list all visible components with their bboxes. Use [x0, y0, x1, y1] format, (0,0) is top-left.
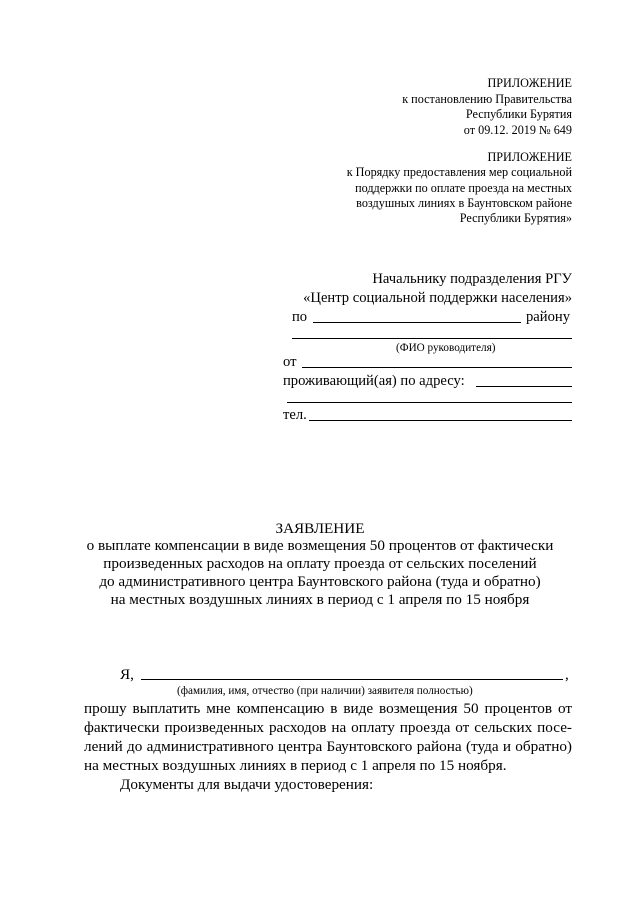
body-line-2: фактически произведенных расходов на оплату проезда от сельских посе- — [84, 719, 572, 736]
body-line-4: на местных воздушных линиях в период с 1 апреля по 15 ноября. — [84, 757, 507, 774]
comma: , — [565, 666, 569, 683]
appendix-2-line-2: поддержки по оплате проезда на местных — [355, 181, 572, 195]
head-name-caption: (ФИО руководителя) — [396, 342, 496, 354]
tel-label: тел. — [283, 407, 307, 423]
statement-subtitle-1: о выплате компенсации в виде возмещения 50 процентов от фактически — [86, 537, 554, 554]
appendix-1-line-1: к постановлению Правительства — [402, 92, 572, 106]
appendix-2-line-3: воздушных линиях в Баунтовском районе — [356, 196, 572, 210]
body-line-3: лений до административного центра Баунтовского района (туда и обратно) — [84, 738, 572, 755]
appendix-1-line-2: Республики Бурятия — [465, 107, 572, 121]
po-label: по — [292, 309, 308, 325]
address-label: проживающий(ая) по адресу: — [283, 373, 465, 389]
addressee-line-2: «Центр социальной поддержки населения» — [303, 290, 572, 306]
district-field[interactable] — [313, 322, 521, 323]
appendix-1-line-3: от 09.12. 2019 № 649 — [463, 123, 572, 137]
applicant-name-field[interactable] — [141, 679, 563, 680]
appendix-1-title: ПРИЛОЖЕНИЕ — [487, 76, 572, 90]
address-field-2[interactable] — [287, 402, 572, 403]
appendix-2-title: ПРИЛОЖЕНИЕ — [487, 150, 572, 164]
ot-label: от — [283, 354, 297, 370]
phone-field[interactable] — [309, 420, 572, 421]
body-line-1: прошу выплатить мне компенсацию в виде возмещения 50 процентов от — [84, 700, 572, 717]
addressee-line-1: Начальнику подразделения РГУ — [372, 271, 572, 287]
applicant-name-caption: (фамилия, имя, отчество (при наличии) заявителя полностью) — [177, 685, 473, 697]
statement-title: ЗАЯВЛЕНИЕ — [275, 520, 365, 537]
address-field-1[interactable] — [476, 386, 572, 387]
statement-subtitle-3: до административного центра Баунтовского района (туда и обратно) — [99, 573, 541, 590]
appendix-2-line-4: Республики Бурятия» — [459, 211, 572, 225]
ya-label: Я, — [120, 666, 134, 683]
rayon-label: району — [526, 309, 570, 325]
documents-label: Документы для выдачи удостоверения: — [120, 776, 374, 793]
applicant-from-field[interactable] — [302, 367, 572, 368]
statement-subtitle-4: на местных воздушных линиях в период с 1 апреля по 15 ноября — [110, 591, 530, 608]
statement-subtitle-2: произведенных расходов на оплату проезда от сельских поселений — [103, 555, 537, 572]
head-name-field[interactable] — [292, 338, 572, 339]
appendix-2-line-1: к Порядку предоставления мер социальной — [346, 165, 572, 179]
